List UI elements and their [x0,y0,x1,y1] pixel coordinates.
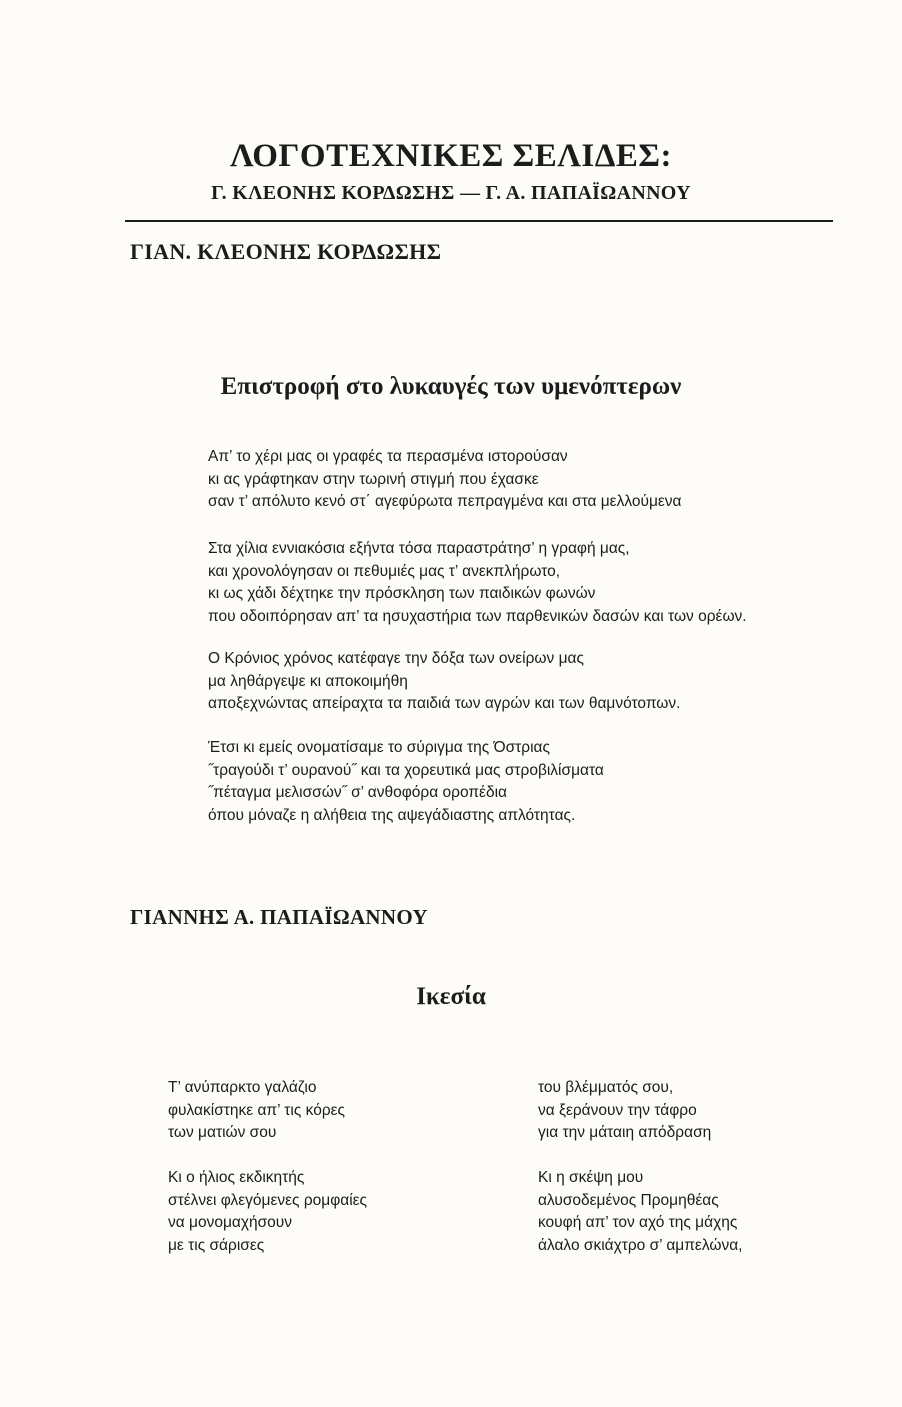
poem1-stanza [208,737,604,827]
poem-line: όπου μόναζε η αλήθεια της αψεγάδιαστης απλότητας. [208,806,576,824]
poem-line: με τις σάρισες [168,1236,265,1254]
poem-line: ˝πέταγμα μελισσών˝ σ’ ανθοφόρα οροπέδια [208,784,507,801]
poem-line: των ματιών σου [168,1124,277,1141]
poem-line: Στα χίλια εννιακόσια εξήντα τόσα παραστράτησ’ η γραφή μας, [208,540,630,557]
poem-line: κι ως χάδι δέχτηκε την πρόσκληση των παιδικών φωνών [208,585,596,602]
poem-line: Τ’ ανύπαρκτο γαλάζιο [168,1079,317,1096]
poem-line: Κι ο ήλιος εκδικητής [168,1169,305,1186]
poem-line: Κι η σκέψη μου [538,1169,644,1186]
poem-title-1: Επιστροφή στο λυκαυγές των υμενόπτερων [220,373,682,400]
poem-line: Ο Κρόνιος χρόνος κατέφαγε την δόξα των ονείρων μας [208,650,584,667]
poem-line: Έτσι κι εμείς ονοματίσαμε το σύριγμα της Όστριας [208,739,550,756]
poem-line: που οδοιπόρησαν απ’ τα ησυχαστήρια των παρθενικών δασών και των ορέων. [208,607,747,625]
poem-line: για την μάταιη απόδραση [538,1124,712,1141]
poem2-left-stanza [168,1077,345,1145]
poem-line: να μονομαχήσουν [168,1214,292,1231]
poem1-stanza [208,648,680,716]
author-heading-2: ΓΙΑΝΝΗΣ Α. ΠΑΠΑΪΩΑΝΝΟΥ [130,905,428,929]
poem2-right-stanza [538,1077,711,1145]
poem-line: να ξεράνουν την τάφρο [538,1101,697,1119]
poem-line: φυλακίστηκε απ’ τις κόρες [168,1101,346,1119]
poem2-right-stanza [538,1167,742,1257]
author-heading-1: ΓΙΑΝ. ΚΛΕΟΝΗΣ ΚΟΡΔΩΣΗΣ [130,239,442,264]
poem-line: και χρονολόγησαν οι πεθυμιές μας τ’ ανεκπλήρωτο, [208,562,561,580]
poem1-stanza [208,538,747,628]
poem-line: άλαλο σκιάχτρο σ’ αμπελώνα, [538,1236,743,1254]
poem-line: του βλέμματός σου, [538,1079,674,1096]
poem-line: μα ληθάργεψε κι αποκοιμήθη [208,672,408,690]
poem-line: κουφή απ’ τον αχό της μάχης [538,1214,738,1231]
poem-line: σαν τ’ απόλυτο κενό στ΄ αγεφύρωτα πεπραγμένα και στα μελλούμενα [208,493,682,510]
poem-line: αποξεχνώντας απείραχτα τα παιδιά των αγρών και των θαμνότοπων. [208,695,681,712]
poem-line: αλυσοδεμένος Προμηθέας [538,1191,719,1209]
poem-line: Απ’ το χέρι μας οι γραφές τα περασμένα ιστορούσαν [208,448,568,465]
poem-line: ˝τραγούδι τ’ ουρανού˝ και τα χορευτικά μας στροβιλίσματα [208,761,604,779]
poem-title-2: Ικεσία [416,983,486,1010]
page-title: ΛΟΓΟΤΕΧΝΙΚΕΣ ΣΕΛΙΔΕΣ: [230,138,672,174]
header-divider [125,220,833,222]
page-subtitle: Γ. ΚΛΕΟΝΗΣ ΚΟΡΔΩΣΗΣ — Γ. Α. ΠΑΠΑΪΩΑΝΝΟΥ [211,182,691,204]
poem1-stanza [208,446,682,514]
poem-line: κι ας γράφτηκαν στην τωρινή στιγμή που έχασκε [208,470,539,488]
poem2-left-stanza [168,1167,367,1257]
poem-line: στέλνει φλεγόμενες ρομφαίες [168,1191,368,1209]
